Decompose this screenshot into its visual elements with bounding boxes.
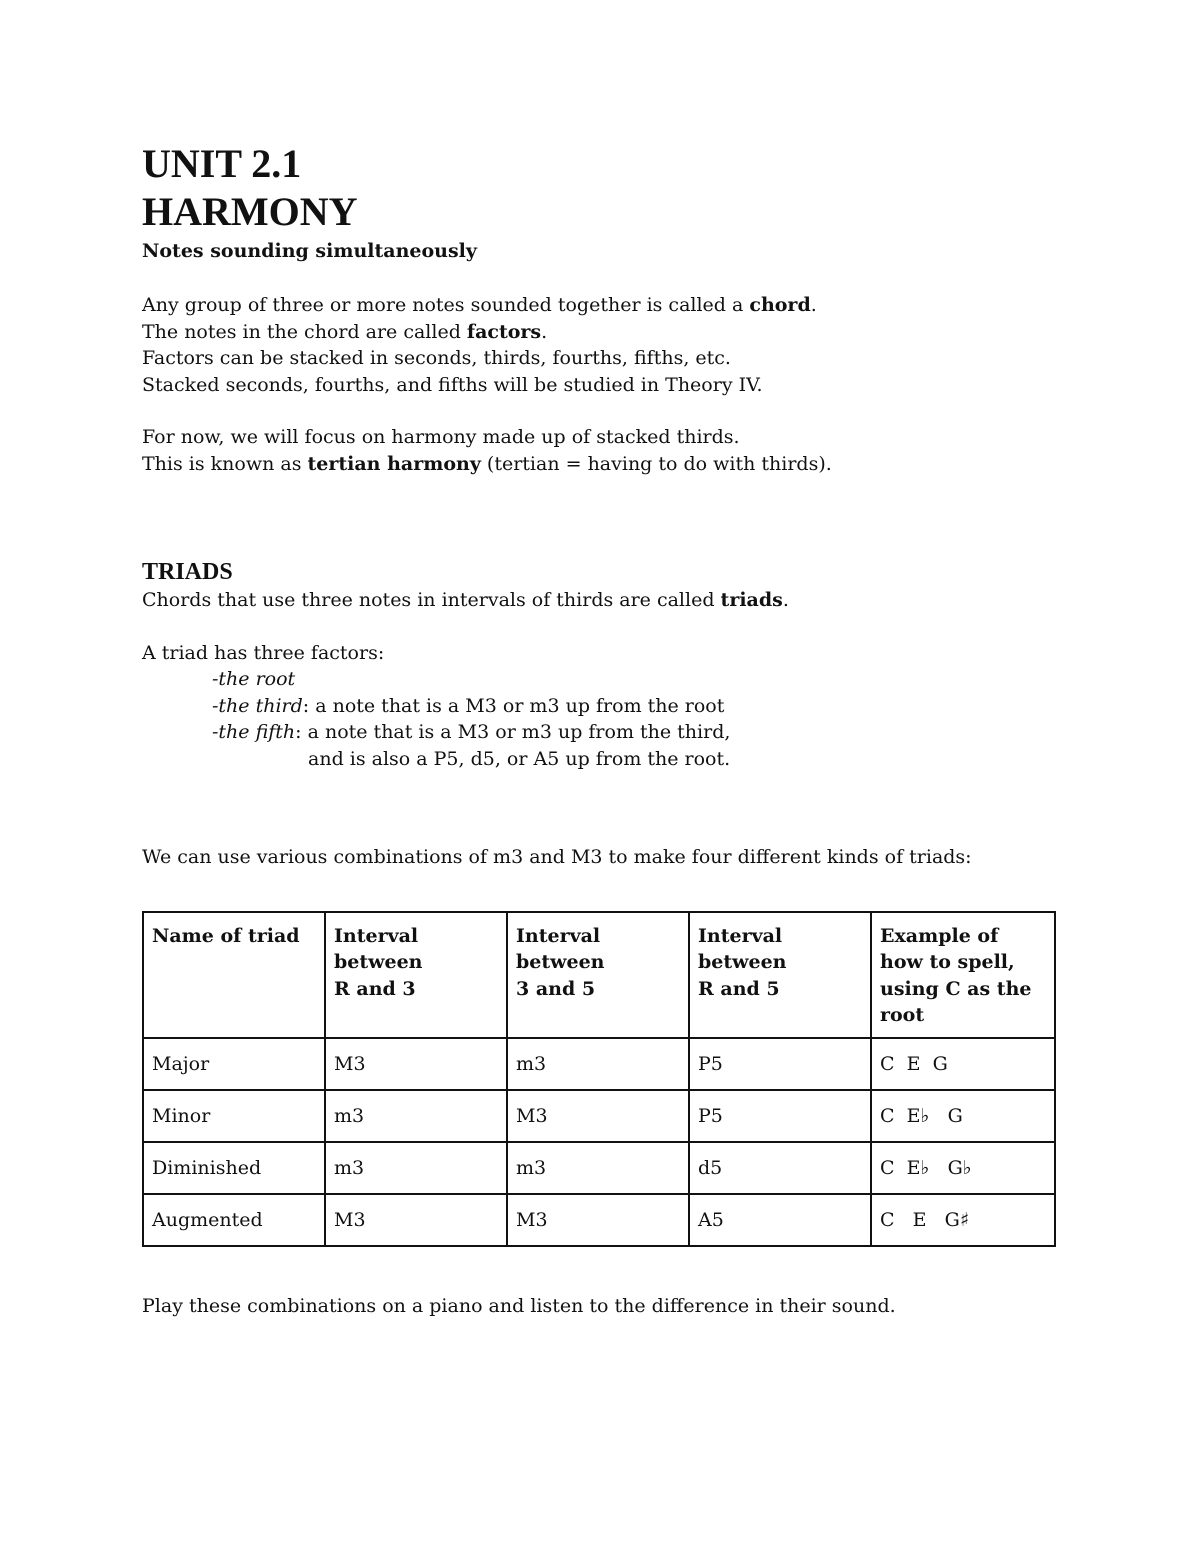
table-cell: P5: [689, 1090, 871, 1142]
table-cell: m3: [507, 1038, 689, 1090]
table-cell: C E♭ G♭: [871, 1142, 1055, 1194]
combinations-text: We can use various combinations of m3 and M3 to make four different kinds of triads:: [142, 846, 972, 868]
factor-third: -the third: a note that is a M3 or m3 up from the root: [212, 694, 725, 717]
table-cell: M3: [325, 1194, 507, 1246]
tertian-line-1: For now, we will focus on harmony made up of stacked thirds.: [142, 426, 740, 448]
triads-heading: TRIADS: [142, 559, 233, 585]
triads-definition: Chords that use three notes in intervals of thirds are called triads.: [142, 589, 789, 611]
page-subtitle: Notes sounding simultaneously: [142, 240, 477, 262]
factors-intro: A triad has three factors:: [142, 641, 385, 664]
table-row-diminished: [143, 1142, 1055, 1194]
table-cell: m3: [325, 1090, 507, 1142]
table-cell: M3: [507, 1194, 689, 1246]
table-cell: Diminished: [143, 1142, 325, 1194]
intro-line-1: Any group of three or more notes sounded together is called a chord.: [142, 294, 817, 316]
unit-number: UNIT 2.1: [142, 141, 302, 186]
table-row-minor: [143, 1090, 1055, 1142]
term-triads: triads: [720, 589, 783, 611]
tertian-line-2: This is known as tertian harmony (tertian = having to do with thirds).: [142, 452, 832, 475]
table-cell: Augmented: [143, 1194, 325, 1246]
table-cell: Major: [143, 1038, 325, 1090]
table-cell: M3: [325, 1038, 507, 1090]
factor-fifth: -the fifth: a note that is a M3 or m3 up from the third,: [212, 721, 731, 743]
table-cell: d5: [689, 1142, 871, 1194]
intro-line-2: The notes in the chord are called factors.: [142, 320, 548, 343]
document-page: [142, 140, 1062, 1319]
table-cell: A5: [689, 1194, 871, 1246]
term-tertian-harmony: tertian harmony: [307, 452, 481, 475]
table-cell: m3: [325, 1142, 507, 1194]
table-header-row: [143, 912, 1055, 1038]
term-factors: factors: [466, 320, 542, 343]
table-cell: C E G: [871, 1038, 1055, 1090]
header-name-of-triad: Name of triad: [143, 912, 325, 1038]
page-title: HARMONY: [142, 189, 358, 234]
triads-table: [142, 911, 1056, 1247]
factor-root: -the root: [212, 668, 296, 690]
table-cell: M3: [507, 1090, 689, 1142]
table-cell: Minor: [143, 1090, 325, 1142]
closing-text: Play these combinations on a piano and listen to the difference in their sound.: [142, 1294, 896, 1317]
table-cell: C E♭ G: [871, 1090, 1055, 1142]
header-example: Example of how to spell, using C as the root: [871, 912, 1055, 1038]
header-interval-r-5: Interval between R and 5: [689, 912, 871, 1038]
table-cell: P5: [689, 1038, 871, 1090]
intro-line-3: Factors can be stacked in seconds, thirds, fourths, fifths, etc.: [142, 347, 731, 369]
factor-fifth-continued: and is also a P5, d5, or A5 up from the root.: [308, 747, 731, 770]
term-chord: chord: [749, 294, 811, 316]
intro-line-4: Stacked seconds, fourths, and fifths will be studied in Theory IV.: [142, 373, 763, 396]
table-cell: C E G♯: [871, 1194, 1055, 1246]
table-cell: m3: [507, 1142, 689, 1194]
header-interval-3-5: Interval between 3 and 5: [507, 912, 689, 1038]
header-interval-r-3: Interval between R and 3: [325, 912, 507, 1038]
table-row-augmented: [143, 1194, 1055, 1246]
table-row-major: [143, 1038, 1055, 1090]
